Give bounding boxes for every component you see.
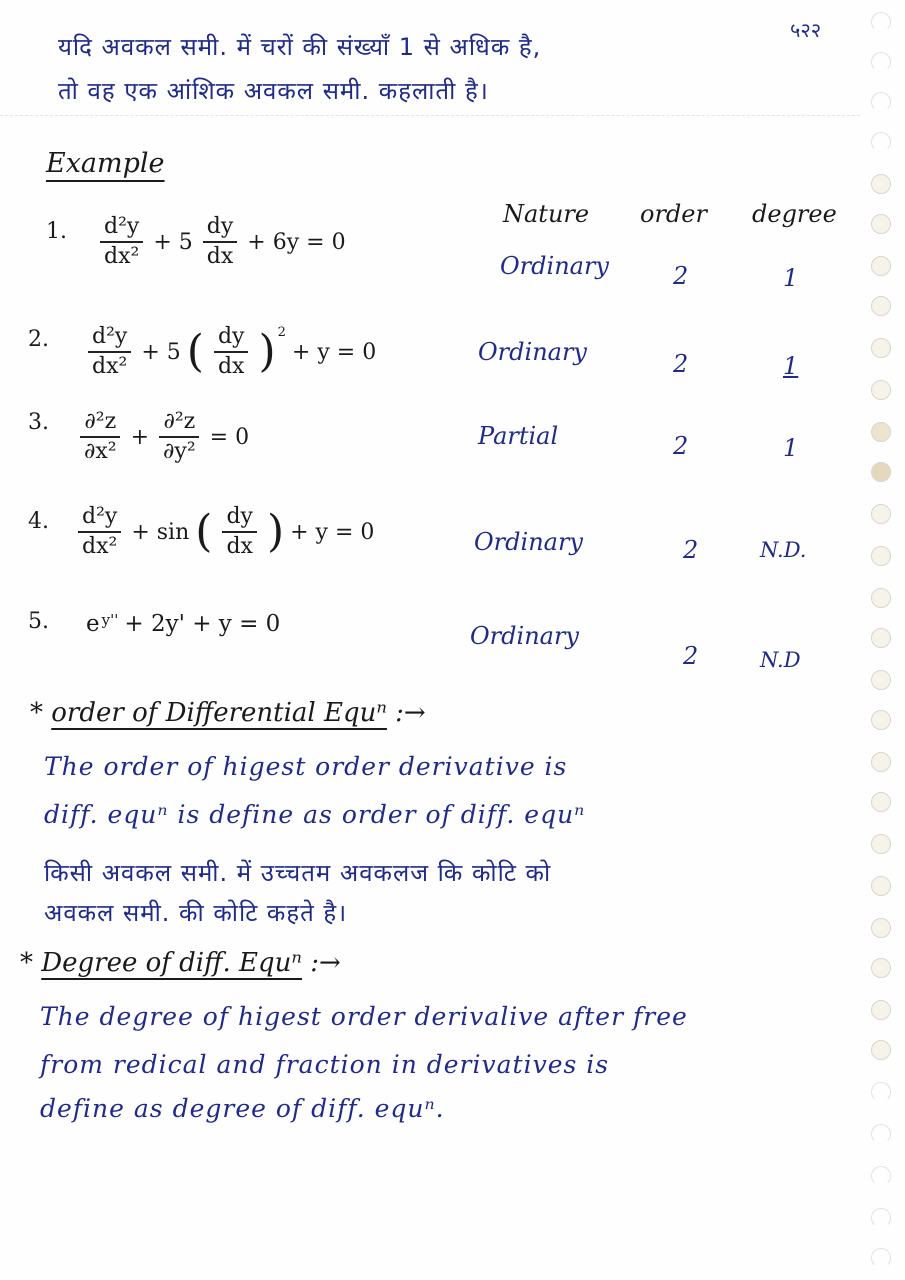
binding-hole — [871, 1000, 891, 1020]
binding-hole — [871, 214, 891, 234]
order-definition-hindi-line: अवकल समी. की कोटि कहते है। — [44, 899, 348, 927]
equation: $\frac{\text{d²y}}{\text{dx²}}$ + sin ( $\frac{dy}{dx}$ ) + y = 0 — [74, 505, 374, 559]
binding-hole — [871, 546, 891, 566]
binding-hole — [871, 670, 891, 690]
first-derivative: $\frac{dy}{dx}$ — [203, 215, 238, 269]
degree-value: 1 — [783, 264, 799, 292]
intro-line-2: तो वह एक आंशिक अवकल समी. कहलाती है। — [58, 77, 489, 105]
binding-hole — [871, 710, 891, 730]
equation: $\frac{\text{d²y}}{\text{dx²}}$ + 5 ( $\frac{dy}{dx}$ ) $^2$ + y = 0 — [84, 325, 376, 379]
binding-hole — [871, 504, 891, 524]
order-definition-hindi-line: किसी अवकल समी. में उच्चतम अवकलज कि कोटि को — [44, 859, 552, 887]
binding-hole — [871, 958, 891, 978]
order-definition-line: The order of higest order derivative is — [44, 752, 568, 781]
example-heading: Example — [46, 148, 165, 179]
binding-hole — [871, 132, 891, 152]
binding-hole — [871, 876, 891, 896]
nature-value: Ordinary — [470, 622, 579, 650]
binding-hole — [871, 380, 891, 400]
bullet-asterisk: * — [20, 948, 33, 978]
order-value: 2 — [683, 642, 699, 670]
degree-definition-line: define as degree of diff. equⁿ. — [40, 1094, 445, 1123]
partial-derivative-x: $\frac{\text{∂²z}}{\text{∂x²}}$ — [80, 410, 121, 464]
binding-hole — [871, 462, 891, 482]
partial-derivative-y: $\frac{\text{∂²z}}{\text{∂y²}}$ — [159, 410, 200, 464]
equation: $\frac{\text{d²y}}{\text{dx²}}$ + 5 $\frac{dy}{dx}$ + 6y = 0 — [96, 215, 346, 269]
binding-hole — [871, 296, 891, 316]
bullet-asterisk: * — [30, 698, 43, 728]
nature-value: Ordinary — [474, 528, 583, 556]
arrow-icon: :→ — [395, 698, 426, 728]
binding-hole — [871, 338, 891, 358]
intro-line-1: यदि अवकल समी. में चरों की संख्याँ 1 से अधिक है, — [58, 33, 542, 61]
first-derivative: $\frac{dy}{dx}$ — [214, 325, 249, 379]
degree-value: N.D — [760, 648, 801, 672]
binding-hole — [871, 256, 891, 276]
equation: e y'' + 2y' + y = 0 — [86, 611, 281, 637]
example-number: 2. — [28, 327, 49, 352]
binding-hole — [871, 1166, 891, 1186]
heading-text: order of Differential Equⁿ — [51, 698, 387, 728]
binding-holes — [871, 0, 895, 1280]
example-row — [28, 410, 468, 480]
example-number: 4. — [28, 509, 49, 534]
equation: $\frac{\text{∂²z}}{\text{∂x²}}$ + $\frac{\text{∂²z}}{\text{∂y²}}$ = 0 — [76, 410, 249, 464]
binding-hole — [871, 1248, 891, 1268]
example-row — [28, 325, 468, 395]
binding-hole — [871, 1040, 891, 1060]
degree-value: 1 — [783, 352, 799, 380]
nature-value: Ordinary — [500, 252, 609, 280]
binding-hole — [871, 1124, 891, 1144]
degree-definition-line: from redical and fraction in derivatives is — [40, 1050, 610, 1079]
second-derivative: $\frac{\text{d²y}}{\text{dx²}}$ — [78, 505, 121, 559]
binding-hole — [871, 588, 891, 608]
page-number: ५२२ — [790, 18, 822, 42]
binding-hole — [871, 792, 891, 812]
order-value: 2 — [673, 350, 689, 378]
heading-text: Degree of diff. Equⁿ — [41, 948, 302, 978]
order-section-heading — [30, 698, 426, 728]
binding-hole — [871, 918, 891, 938]
binding-hole — [871, 92, 891, 112]
degree-definition-line: The degree of higest order derivalive after free — [40, 1002, 688, 1031]
binding-hole — [871, 1082, 891, 1102]
example-number: 5. — [28, 609, 49, 634]
degree-value: 1 — [783, 434, 799, 462]
binding-hole — [871, 628, 891, 648]
example-row — [28, 505, 468, 575]
binding-hole — [871, 174, 891, 194]
second-derivative: $\frac{\text{d²y}}{\text{dx²}}$ — [100, 215, 143, 269]
binding-hole — [871, 52, 891, 72]
binding-hole — [871, 1208, 891, 1228]
section-divider — [0, 115, 860, 116]
column-header-nature: Nature — [503, 200, 590, 228]
second-derivative: $\frac{\text{d²y}}{\text{dx²}}$ — [88, 325, 131, 379]
exponent: 2 — [277, 325, 286, 340]
nature-value: Partial — [478, 422, 559, 450]
first-derivative: $\frac{dy}{dx}$ — [222, 505, 257, 559]
order-value: 2 — [673, 262, 689, 290]
degree-value: N.D. — [760, 538, 807, 562]
column-header-order: order — [640, 200, 707, 228]
degree-section-heading — [20, 948, 341, 978]
column-header-degree: degree — [752, 200, 837, 228]
binding-hole — [871, 834, 891, 854]
example-row — [28, 215, 468, 285]
arrow-icon: :→ — [310, 948, 341, 978]
binding-hole — [871, 12, 891, 32]
order-definition-line: diff. equⁿ is define as order of diff. equⁿ — [44, 800, 586, 829]
order-value: 2 — [683, 536, 699, 564]
order-value: 2 — [673, 432, 689, 460]
example-number: 1. — [46, 219, 67, 244]
example-number: 3. — [28, 410, 49, 435]
nature-value: Ordinary — [478, 338, 587, 366]
binding-hole — [871, 752, 891, 772]
example-row — [28, 605, 468, 675]
binding-hole — [871, 422, 891, 442]
